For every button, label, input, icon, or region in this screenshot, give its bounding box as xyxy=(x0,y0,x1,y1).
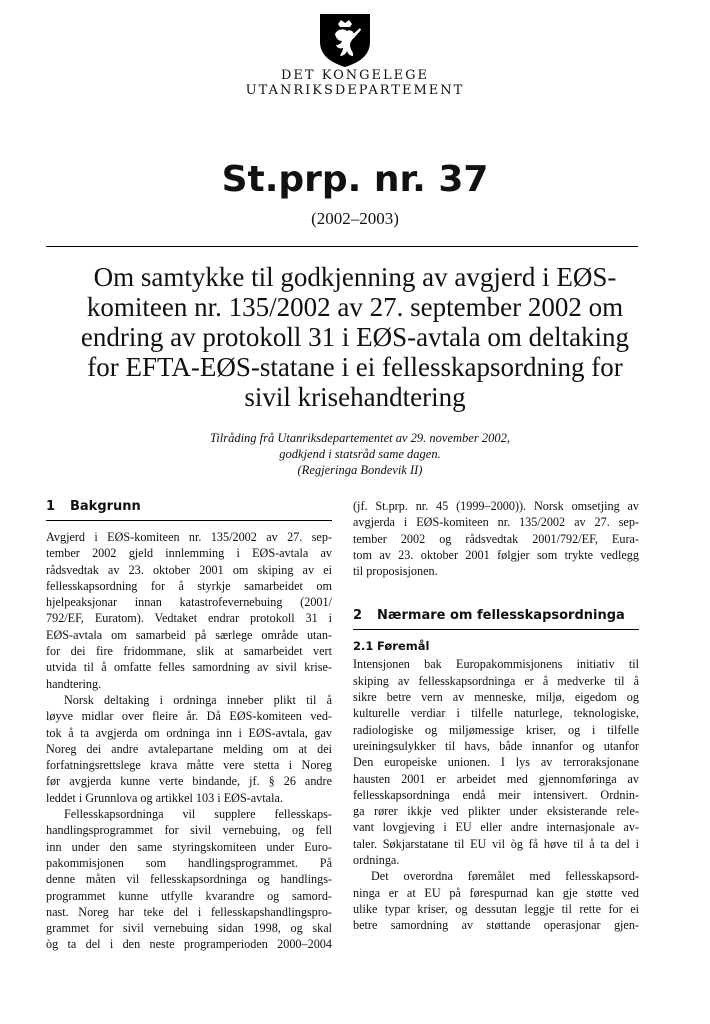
body-line: inn under den same styringskomiteen under Euro- xyxy=(46,839,332,854)
subject-line: for EFTA-EØS-statane i ei fellesskapsordning for xyxy=(87,352,623,382)
body-line: ga rører ikkje ved plikter under eksisterande rele- xyxy=(353,804,639,819)
body-line: ninga er at EU på førespurnad kan gje støtte ved xyxy=(353,885,639,900)
section-heading-fellesskapsordninga xyxy=(353,607,639,630)
body-line: Det overordna føremålet med fellesskapsord- xyxy=(371,869,639,884)
body-line: løyve midlar over fleire år. Då EØS-komiteen ved- xyxy=(46,709,332,724)
body-line: forfatningsrettslege krava måtte vere stetta i Noreg xyxy=(46,758,332,773)
body-line: Norsk deltaking i ordninga inneber plikt til å xyxy=(64,692,332,707)
subject-line: Om samtykke til godkjenning av avgjerd i EØS- xyxy=(93,262,617,292)
section-heading-bakgrunn xyxy=(46,498,332,521)
recommendation-line: Tilråding frå Utanriksdepartementet av 29. november 2002, xyxy=(210,431,510,445)
body-line: ulike typar kriser, og dessutan leggje til rette for ei xyxy=(353,901,639,916)
body-line: leddet i Grunnlova og artikkel 103 i EØS-avtala. xyxy=(46,790,283,805)
document-subject xyxy=(50,262,660,412)
body-line: nast. Noreg har teke del i fellesskapshandlingspro- xyxy=(46,904,332,919)
body-line: betre samordning av støttande operasjonar gjen- xyxy=(353,918,639,933)
body-line: tember 2002 og rådsvedtak 2001/792/EF, Eura- xyxy=(353,531,639,546)
body-line: Fellesskapsordninga vil supplere fellesskaps- xyxy=(64,807,332,822)
body-line: sikre betre vern av menneske, miljø, eigedom og xyxy=(353,690,639,705)
body-line: skiping av fellesskapsordninga er å medverke til å xyxy=(353,673,639,688)
body-line: ordninga. xyxy=(353,853,400,868)
recommendation-line: godkjend i statsråd same dagen. xyxy=(279,447,441,461)
subsection-number: 2.1 xyxy=(353,639,374,654)
department-name-line1: DET KONGELEGE xyxy=(281,68,429,83)
body-line: denne måten vil fellesskapsordninga og handlings- xyxy=(46,872,332,887)
body-line: tember 2002 gjeld innlemming i EØS-avtala av xyxy=(46,546,332,561)
body-line: taler. Søkjarstatane til EU vil òg få høve til å ta del i xyxy=(353,836,639,851)
body-line: òg ta del i den neste programperioden 2000–2004 xyxy=(46,937,332,952)
body-line: fellesskapsordninga endå meir intensivert. Ordnin- xyxy=(353,787,639,802)
subject-line: sivil krisehandtering xyxy=(244,382,466,412)
body-line: programmet kunne utfylle kvarandre og samord- xyxy=(46,888,332,903)
body-line: Intensjonen bak Europakommisjonens initiativ til xyxy=(353,657,639,672)
title-divider xyxy=(46,246,638,247)
document-year: (2002–2003) xyxy=(311,209,399,228)
subject-line: endring av protokoll 31 i EØS-avtala om deltaking xyxy=(80,322,630,352)
subject-line: komiteen nr. 135/2002 av 27. september 2002 om xyxy=(86,292,624,322)
body-line: ureiningsulykker til havs, både innanfor og utanfor xyxy=(353,738,639,753)
body-line: tok å ta avgjerda om ordninga inn i EØS-avtala, gav xyxy=(46,725,332,740)
body-line: handtering. xyxy=(46,676,102,691)
body-line: grammet for sivil vernebuing sidan 1998, og skal xyxy=(46,921,332,936)
recommendation-line: (Regjeringa Bondevik II) xyxy=(297,463,423,477)
section-title: Nærmare om fellesskapsordninga xyxy=(377,608,625,624)
body-line: handlingsprogrammet for sivil vernebuing, og fell xyxy=(46,823,332,838)
body-line: avgjerda i EØS-komiteen nr. 135/2002 av 27. sep- xyxy=(353,515,639,530)
body-line: (jf. St.prp. nr. 45 (1999–2000)). Norsk omsetjing av xyxy=(353,499,639,513)
body-line: vant lovgjeving i EU eller andre internasjonale av- xyxy=(353,820,639,835)
subsection-title: Føremål xyxy=(377,639,430,654)
body-line: før avgjerda kunne verte bindande, jf. § 26 andre xyxy=(46,774,332,789)
body-line: EØS-avtala om samarbeid på særlege område utan- xyxy=(46,627,332,642)
body-line: hjelpeaksjonar innan katastrofevernebuing (2001/ xyxy=(46,595,332,610)
body-line: radiologiske og miljømessige kriser, og i tilfelle xyxy=(353,722,639,737)
body-line: rådsvedtak av 23. oktober 2001 om skiping av ei xyxy=(46,562,332,577)
body-line: hausten 2001 er arbeidet med gjennomføringa av xyxy=(353,771,639,786)
body-line: utvida til å omfatte felles samordning av sivil krise- xyxy=(46,660,332,675)
body-line: Avgjerd i EØS-komiteen nr. 135/2002 av 27. sep- xyxy=(46,530,332,544)
recommendation-note xyxy=(160,430,560,478)
section-number: 1 xyxy=(46,499,56,514)
norwegian-coat-of-arms-icon xyxy=(318,12,372,68)
body-line: Noreg dei andre avtalepartane melding om at dei xyxy=(46,741,332,756)
body-line: til proposisjonen. xyxy=(353,564,438,579)
body-line: kulturelle verdiar i tilfelle naturlege, teknologiske, xyxy=(353,706,639,721)
body-line: pakommisjonen som handlingsprogrammet. På xyxy=(46,855,332,870)
body-line: Den europeiske unionen. I lys av terroraksjonane xyxy=(353,755,639,770)
section-number: 2 xyxy=(353,608,363,624)
section-title: Bakgrunn xyxy=(70,499,141,514)
document-title: St.prp. nr. 37 xyxy=(221,159,489,200)
section-spacer xyxy=(353,579,639,607)
left-column xyxy=(46,498,332,953)
body-line: 792/EF, Euratom). Vedtaket endrar protokoll 31 i xyxy=(46,611,332,626)
body-line: tom av 23. oktober 2001 følgjer som trykte vedlegg xyxy=(353,547,639,562)
body-line: for dei fire fridommane, slik at samarbeidet vert xyxy=(46,644,332,659)
subsection-heading-foremal xyxy=(353,638,639,654)
body-line: fellesskapsordning for å styrkje samarbeidet om xyxy=(46,578,332,593)
right-column xyxy=(353,498,639,934)
department-name-line2: UTANRIKSDEPARTEMENT xyxy=(245,83,465,98)
